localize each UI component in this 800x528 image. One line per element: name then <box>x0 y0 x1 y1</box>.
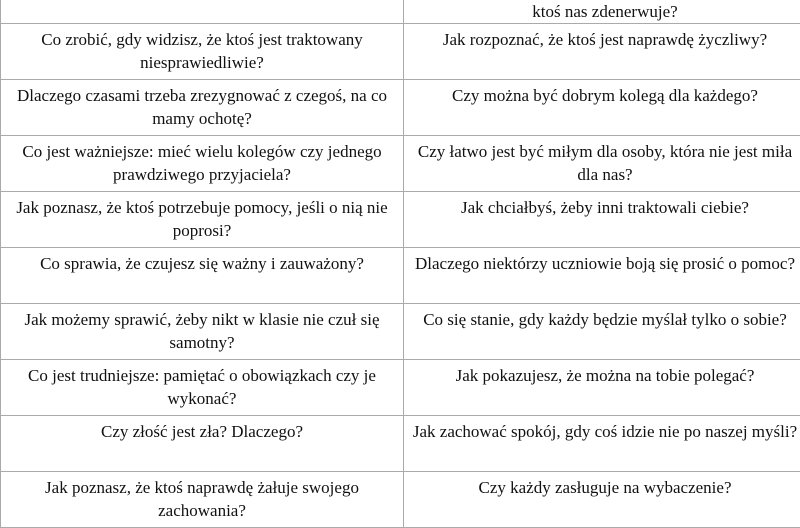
table-row <box>1 24 800 80</box>
table-row <box>1 360 800 416</box>
table-row <box>1 192 800 248</box>
question-text: Czy łatwo jest być miłym dla osoby, która nie jest miła dla nas? <box>409 136 800 186</box>
question-cell <box>404 80 800 136</box>
question-text: Czy złość jest zła? Dlaczego? <box>6 416 398 443</box>
table-row <box>1 136 800 192</box>
question-text: Jak poznasz, że ktoś potrzebuje pomocy, jeśli o nią nie poprosi? <box>6 192 398 242</box>
question-text: Jak możemy sprawić, żeby nikt w klasie nie czuł się samotny? <box>6 304 398 354</box>
table-row <box>1 0 800 24</box>
question-cell <box>404 304 800 360</box>
table-row <box>1 416 800 472</box>
table-row <box>1 304 800 360</box>
question-cell <box>404 136 800 192</box>
question-text: Dlaczego czasami trzeba zrezygnować z czegoś, na co mamy ochotę? <box>6 80 398 130</box>
question-text: Co jest ważniejsze: mieć wielu kolegów czy jednego prawdziwego przyjaciela? <box>6 136 398 186</box>
question-cell <box>1 136 404 192</box>
question-cell <box>1 0 404 24</box>
question-text: Co sprawia, że czujesz się ważny i zauważony? <box>6 248 398 275</box>
question-cell <box>404 0 800 24</box>
question-cell <box>1 360 404 416</box>
question-cell <box>1 472 404 528</box>
question-cell <box>404 472 800 528</box>
question-cell <box>404 360 800 416</box>
table-row <box>1 248 800 304</box>
question-cell <box>1 80 404 136</box>
question-cell <box>1 304 404 360</box>
question-text: Co się stanie, gdy każdy będzie myślał tylko o sobie? <box>409 304 800 331</box>
table-row <box>1 472 800 528</box>
question-cell <box>404 248 800 304</box>
question-cell <box>1 192 404 248</box>
question-cell <box>1 248 404 304</box>
question-cell <box>404 416 800 472</box>
question-text: Jak zachować spokój, gdy coś idzie nie po naszej myśli? <box>409 416 800 443</box>
question-text: Jak poznasz, że ktoś naprawdę żałuje swojego zachowania? <box>6 472 398 522</box>
question-cell <box>1 24 404 80</box>
question-text: Czy można być dobrym kolegą dla każdego? <box>409 80 800 107</box>
question-cell <box>1 416 404 472</box>
question-text: Co jest trudniejsze: pamiętać o obowiązkach czy je wykonać? <box>6 360 398 410</box>
question-text: Jak rozpoznać, że ktoś jest naprawdę życzliwy? <box>409 24 800 51</box>
question-text: Dlaczego niektórzy uczniowie boją się prosić o pomoc? <box>409 248 800 275</box>
question-text: Czy każdy zasługuje na wybaczenie? <box>409 472 800 499</box>
question-cell <box>404 24 800 80</box>
question-text: Co zrobić, gdy widzisz, że ktoś jest traktowany niesprawiedliwie? <box>6 24 398 74</box>
table-row <box>1 80 800 136</box>
question-text: ktoś nas zdenerwuje? <box>409 0 800 23</box>
question-text: Jak chciałbyś, żeby inni traktowali ciebie? <box>409 192 800 219</box>
question-cell <box>404 192 800 248</box>
question-text: Jak pokazujesz, że można na tobie polegać? <box>409 360 800 387</box>
